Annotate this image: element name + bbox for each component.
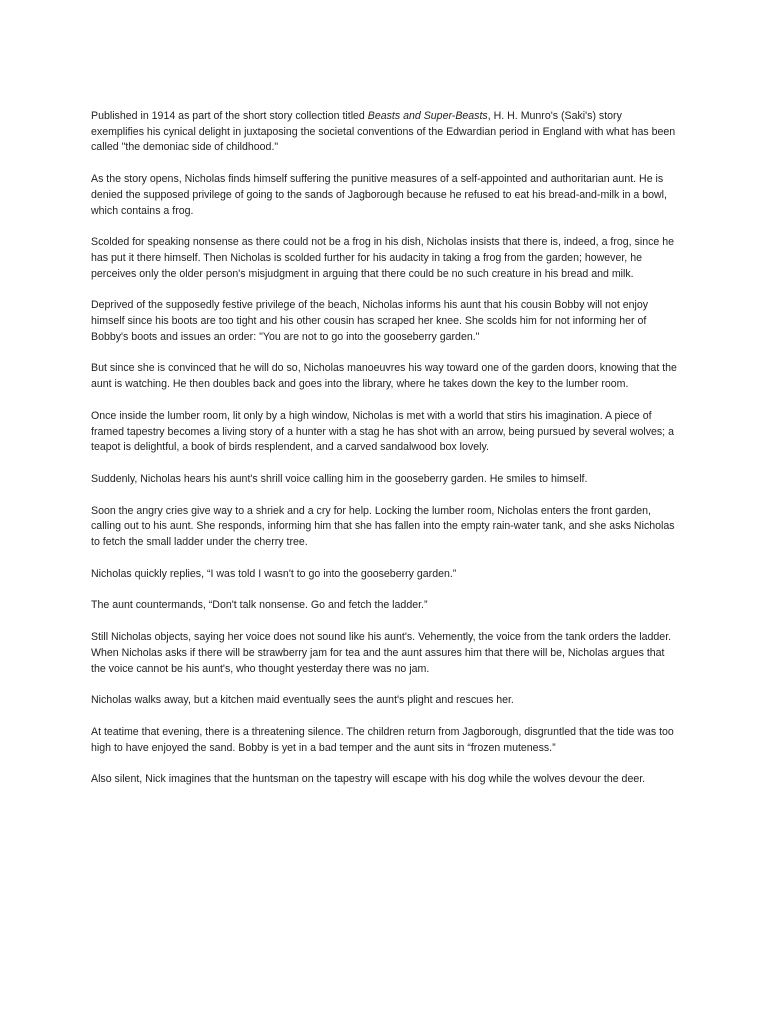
paragraph-lumber-room: Once inside the lumber room, lit only by a high window, Nicholas is met with a world that stirs his imagination. A piece of framed tapestry becomes a living story of a hunter with a stag he has shot with an arrow, being pursued by several wolves; a teapot is delightful, a book of birds resplendent, and a carved sandalwood box lovely.: [91, 409, 674, 454]
paragraph-rain-water-tank: Soon the angry cries give way to a shriek and a cry for help. Locking the lumber room, Nicholas enters the front garden, calling out to his aunt. She responds, informing him that she has fallen into the empty rain-water tank, and she asks Nicholas to fetch the small ladder under the cherry tree.: [91, 504, 675, 549]
intro-text-end: , H. H. Munro's (Saki's) story exemplifies his cynical delight in juxtaposing the societal conventions of the Edwardian period in England with what has been called "the demoniac side of childhood.": [91, 110, 676, 154]
paragraph-garden-doors: But since she is convinced that he will do so, Nicholas manoeuvres his way toward one of the garden doors, knowing that the aunt is watching. He then doubles back and goes into the library, where he takes down the key to the lumber room.: [91, 362, 677, 391]
paragraph-frog: Scolded for speaking nonsense as there could not be a frog in his dish, Nicholas insists that there is, indeed, a frog, since he has put it there himself. Then Nicholas is scolded further for his audacity in taking a frog from the garden; however, he perceives only the older person's misjudgment in arguing that there could be no such creature in his bread and milk.: [91, 236, 675, 280]
paragraph-beach: Deprived of the supposedly festive privilege of the beach, Nicholas informs his aunt that his cousin Bobby will not enjoy himself since his boots are too tight and his other cousin has scraped her knee. She scolds him for not informing her of Bobby's boots and issues an order: "You are not to go into the gooseberry garden.": [91, 299, 649, 343]
paragraph-teatime: At teatime that evening, there is a threatening silence. The children return from Jagborough, disgruntled that the tide was too high to have enjoyed the sand. Bobby is yet in a bad temper and the aunt sits in “frozen muteness.”: [91, 725, 674, 754]
paragraph-story-opening: As the story opens, Nicholas finds himself suffering the punitive measures of a self-appointed and authoritarian aunt. He is denied the supposed privilege of going to the sands of Jagborough because he refused to eat his bread-and-milk in a bowl, which contains a frog.: [91, 173, 667, 217]
paragraph-nicholas-reply: Nicholas quickly replies, “I was told I wasn't to go into the gooseberry garden.”: [91, 567, 457, 580]
paragraph-aunt-countermands: The aunt countermands, “Don't talk nonsense. Go and fetch the ladder.”: [91, 599, 428, 612]
paragraph-strawberry-jam: Still Nicholas objects, saying her voice does not sound like his aunt's. Vehemently, the voice from the tank orders the ladder. When Nicholas asks if there will be strawberry jam for tea and the aunt assures him that there will be, Nicholas argues that the voice cannot be his aunt's, who thought yesterday there was no jam.: [91, 631, 672, 675]
book-title: Beasts and Super-Beasts: [367, 110, 488, 122]
paragraph-intro: [91, 109, 677, 156]
intro-text-start: Published in 1914 as part of the short story collection titled: [91, 110, 368, 122]
document-page: [91, 109, 677, 804]
paragraph-kitchen-maid: Nicholas walks away, but a kitchen maid eventually sees the aunt's plight and rescues her.: [91, 694, 514, 707]
paragraph-ending: Also silent, Nick imagines that the huntsman on the tapestry will escape with his dog while the wolves devour the deer.: [91, 773, 646, 786]
paragraph-aunt-calling: Suddenly, Nicholas hears his aunt's shrill voice calling him in the gooseberry garden. He smiles to himself.: [91, 472, 588, 485]
